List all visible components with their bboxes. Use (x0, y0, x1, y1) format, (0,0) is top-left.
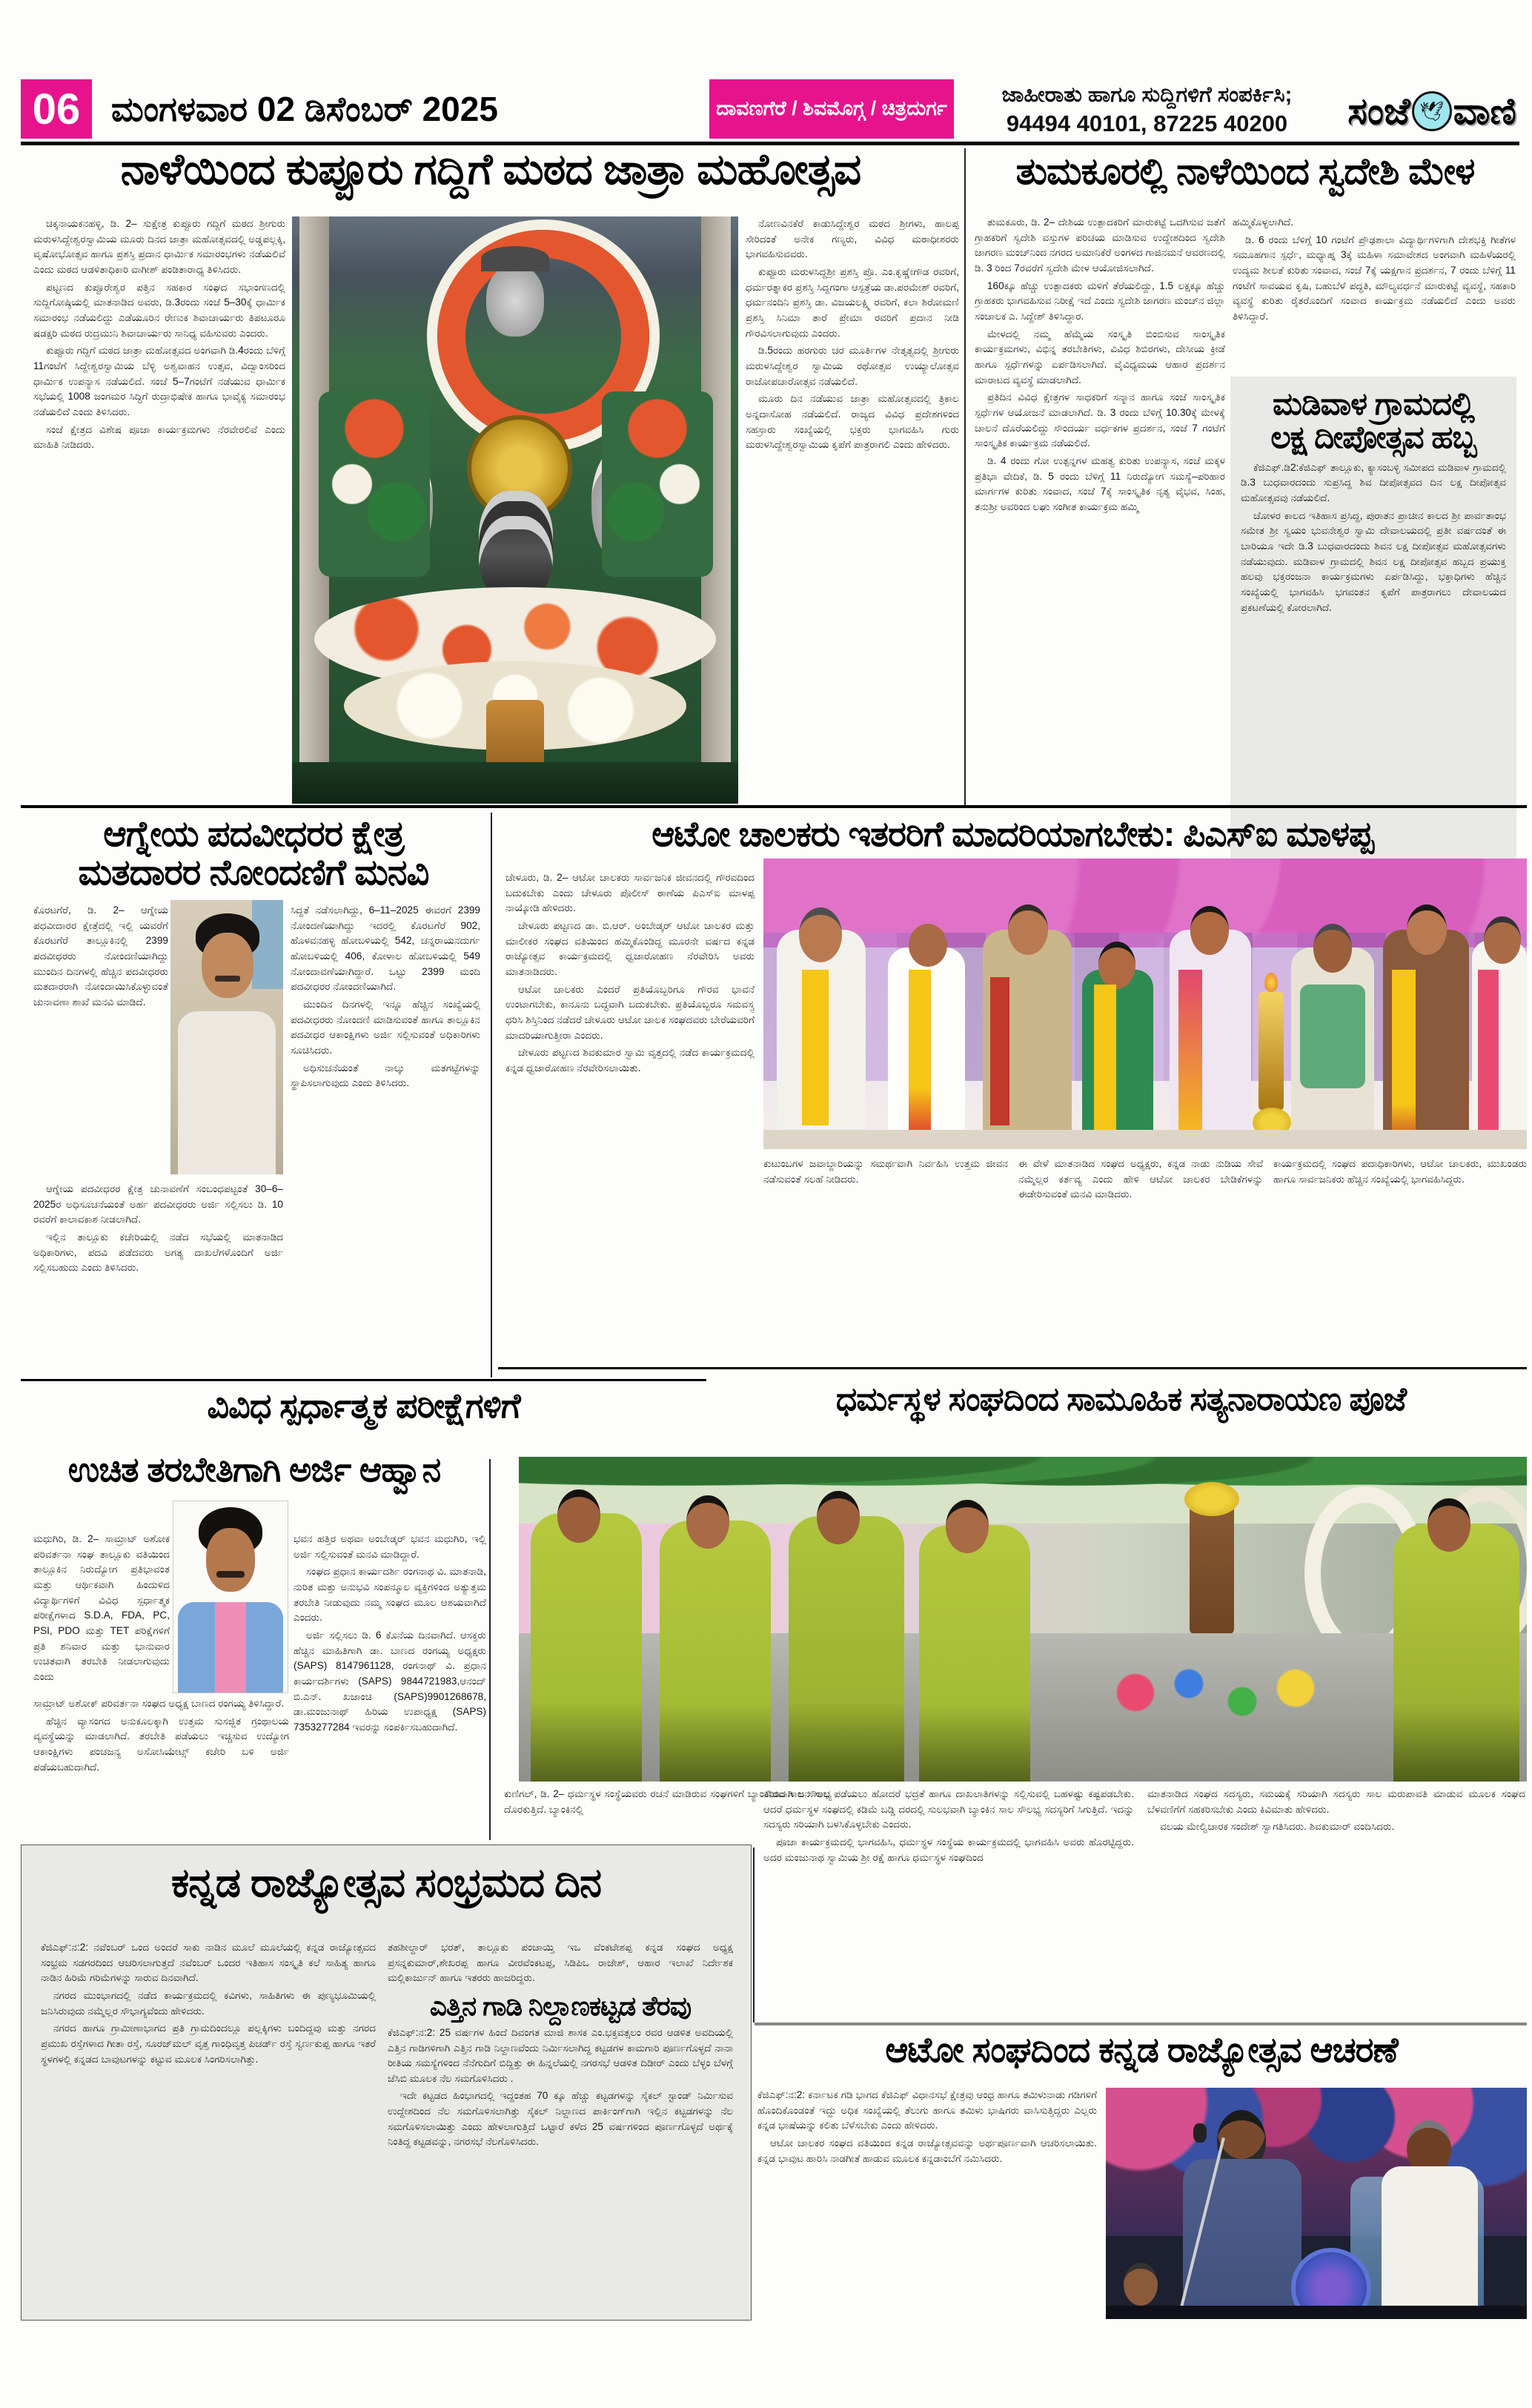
paragraph: ಮಾತನಾಡಿದ ಸಂಘದ ಸದಸ್ಯರು, ಸಮಯಕ್ಕೆ ಸರಿಯಾಗಿ ಸದಸ್ಯರು ಸಾಲ ಮರುಪಾವತಿ ಮಾಡುವ ಮೂಲಕ ಸಂಘದ ಬೆಳವಣಿಗೆಗೆ ಸಹಕರಿಸಬೇಕು ಎಂದು ಕಿವಿಮಾತು ಹೇಳಿದರು. (1147, 1788, 1525, 1815)
paragraph: ಅರ್ಜಿ ಸಲ್ಲಿಸಲು ಡಿ. 6 ಕೊನೆಯ ದಿನವಾಗಿದೆ. ಆಸಕ್ತರು ಹೆಚ್ಚಿನ ಮಾಹಿತಿಗಾಗಿ ಡಾ. ಬಾಣದ ರಂಗಯ್ಯ ಅಧ್ಯಕ್ಷರು (SAPS) 8147961128, ರಂಗನಾಥ್ ವಿ. ಪ್ರಧಾನ ಕಾರ್ಯದರ್ಶಿಗಳು (SAPS) 9844721983,ಆನಂದ್ ಬಿ.ಎನ್. ಖಜಾಂಚಿ (SAPS)9901268678, ಡಾ.ಮಂಜುನಾಥ್ ಹಿರಿಯ ಉಪಾಧ್ಯಕ್ಷ (SAPS) 7353277284 ಇವರನ್ನು ಸಂಪರ್ಕಿಸಬಹುದಾಗಿದೆ. (294, 1629, 486, 1733)
divider-vertical (491, 813, 492, 1377)
microphone (1193, 2123, 1207, 2143)
headline-rajyotsava: ಕನ್ನಡ ರಾಜ್ಯೋತ್ಸವ ಸಂಭ್ರಮದ ದಿನ (170, 1861, 602, 1905)
paragraph: ಕುಣಿಗಲ್, ಡಿ. 2– ಧರ್ಮಸ್ಥಳ ಸಂಸ್ಥೆಯವರು ರಚನೆ ಮಾಡಿರುವ ಸಂಘಗಳಿಗೆ ಬ್ಯಾಂಕಿನಿಂದ ಸಾಲ ಸೌಲಭ್ಯ ದೊರಕುತ್ತಿದೆ. ಬ್ಯಾಂಕಿನಲ್ಲಿ (504, 1788, 832, 1815)
dove-icon: 🕊 (1412, 91, 1452, 131)
audience-head (1124, 2263, 1158, 2306)
auto-rajyotsava-photo (1106, 2088, 1527, 2319)
companion-kurta (1382, 2166, 1478, 2319)
auto-psi-photo (763, 859, 1527, 1149)
rajyotsava-col1 (41, 1940, 376, 2302)
paragraph: ನಗರದ ಹಾಗೂ ಗ್ರಾಮೀಣಾಭಾಗದ ಪ್ರತಿ ಗ್ರಾಮದಿಂದಲ್ಲೂ ಪಲ್ಲಕ್ಕಿಗಳು ಬಂದಿದ್ದವು ಮತ್ತು ನಗರದ ಪ್ರಮುಖ ರಸ್ತೆಗಳಾದ ಗೀತಾ ರಸ್ತೆ, ಸೂರಜ್‌ಮಲ್ ವೃತ್ತ ಗಾಂಧಿವೃತ್ತ ಪಿಚರ್ಡ್ ರಸ್ತೆ ಸ್ವರ್ಣಕುಪ್ಪ ಹಾಗೂ ಇತರೆ ಸ್ಥಳಗಳಲ್ಲಿ ಕನ್ನಡದ ಬಾವುಟಗಳನ್ನು ಕಟ್ಟುವ ಮೂಲಕ ಸಿಂಗರಿಸಲಾಗಿತ್ತು. (41, 2022, 376, 2065)
paragraph: ಕೆಜಿಎಫ್:ನ:2: 25 ವರ್ಷಗಳ ಹಿಂದೆ ದಿವಂಗತ ಮಾಜಿ ಶಾಸಕ ಎಂ.ಭಕ್ತವತ್ಸಲಂ ರವರ ಆಡಳಿತ ಅವದಿಯಲ್ಲಿ ಎತ್ತಿನ ಗಾಡಿಗಳಿಗಾಗಿ ಎತ್ತಿನ ಗಾಡಿ ನಿಲ್ದಾಣವೆಂದು ನಿರ್ಮಿಸಲಾಗಿದ್ದ ಕಟ್ಟಡಗಳ ಕಾಮಗಾರಿ ಪೂರ್ಣಗೊಳ್ಳದೆ ನಾನಾ ರೀತಿಯ ಸಮಸ್ಯೆಗಳಿಂದ ನೆನೆಗುದಿಗೆ ಬಿದ್ದಿತ್ತು ಈ ಹಿನ್ನಲೆಯಲ್ಲಿ ನಗರಸಭೆ ಆಡಳಿತ ದಿಡೀರ್ ಎಂದು ಬೆಳ್ಳಂ ಬೆಳಗ್ಗೆ ಜೆಸಿಬಿ ಮೂಲಕ ನೆಲ ಸಮಗೊಳಿಸಿದರು . (388, 2026, 733, 2084)
photo-base (292, 762, 738, 804)
headline-training-line2: ಉಚಿತ ತರಬೇತಿಗಾಗಿ ಅರ್ಜಿ ಆಹ್ವಾನ (67, 1450, 441, 1489)
contact-block (960, 83, 1334, 139)
divider-vertical (964, 148, 966, 805)
jatra-photo (292, 216, 738, 804)
voters-col1 (33, 903, 168, 1176)
rajyotsava-col2 (388, 1940, 733, 2302)
paragraph: ಪ್ರತಿದಿನ ವಿವಿಧ ಕ್ಷೇತ್ರಗಳ ಸಾಧಕರಿಗೆ ಸನ್ಮಾನ ಹಾಗೂ ಸಂಜೆ ಸಾಂಸ್ಕೃತಿಕ ಸ್ಪರ್ಧೆಗಳ ಆಯೋಜನೆ ಮಾಡಲಾಗಿದೆ. ಡಿ. 3 ರಂದು ಬೆಳಿಗ್ಗೆ 10.30ಕ್ಕೆ ಮೇಳಕ್ಕೆ ಚಾಲನೆ ದೊರೆಯಲಿದ್ದು ಸೌಂದರ್ಯ ವರ್ಧಕಗಳ ಪ್ರದರ್ಶನ, ಸಂಜೆ 7 ಗಂಟೆಗೆ ಸಾಂಸ್ಕೃತಿಕ ಕಾರ್ಯಕ್ರಮ ನಡೆಯಲಿದೆ. (975, 391, 1225, 449)
paragraph: ಚೇಳೂರು ಪಟ್ಟಣದ ಡಾ. ಬಿ.ಆರ್. ಅಂಬೇಡ್ಕರ್ ಆಟೋ ಚಾಲಕರ ಮತ್ತು ಮಾಲೀಕರ ಸಂಘದ ವತಿಯಿಂದ ಹಮ್ಮಿಕೊಂಡಿದ್ದ ಮೂರನೇ ವರ್ಷದ ಕನ್ನಡ ರಾಜ್ಯೋತ್ಸವ ಕಾರ್ಯಕ್ರಮದಲ್ಲಿ ಧ್ವಜಾರೋಹಣ ನೆರವೇರಿಸಿ ಅವರು ಮಾತನಾಡಿದರು. (505, 919, 755, 977)
headline-swadeshi: ತುಮಕೂರಲ್ಲಿ ನಾಳೆಯಿಂದ ಸ್ವದೇಶಿ ಮೇಳ (1015, 150, 1475, 192)
headline-auto-rajyotsava: ಆಟೋ ಸಂಘದಿಂದ ಕನ್ನಡ ರಾಜ್ಯೋತ್ಸವ ಆಚರಣೆ (885, 2030, 1398, 2069)
shirt (178, 1011, 276, 1174)
voters-col3 (291, 903, 480, 1415)
headline-voters (21, 816, 486, 893)
headline-dharmasthala: ಧರ್ಮಸ್ಥಳ ಸಂಘದಿಂದ ಸಾಮೂಹಿಕ ಸತ್ಯನಾರಾಯಣ ಪೂಜೆ (835, 1381, 1407, 1418)
deity-crown-top (481, 246, 549, 271)
paragraph: ಅಧಿಸುಚನೆಯಂತೆ ನಾಲ್ಕು ಮತಗಟ್ಟೆಗಳನ್ನು ಸ್ಥಾಪಿಸಲಾಗುವುದು ಎಂದು ತಿಳಿಸಿದರು. (291, 1062, 480, 1089)
woman-head (946, 1500, 989, 1553)
edition-date: ಮಂಗಳವಾರ 02 ಡಿಸೆಂಬರ್ 2025 (111, 90, 498, 128)
woman-head (557, 1489, 600, 1543)
headline-voters-line2: ಮತದಾರರ ನೋಂದಣಿಗೆ ಮನವಿ (78, 853, 429, 893)
flower-drape-right (602, 391, 713, 577)
auto-psi-below1 (763, 1157, 1008, 1364)
woman-head (1098, 942, 1135, 989)
officer-belt (990, 977, 1009, 1125)
paragraph: ಮುಂದಿನ ದಿನಗಳಲ್ಲಿ ಇನ್ನೂ ಹೆಚ್ಚಿನ ಸಂಖ್ಯೆಯಲ್ಲಿ ಪದವೀಧರರು ನೋಂದಣಿ ಮಾಡಿಸುವಂತೆ ಹಾಗೂ ತಾಲ್ಲೂಕಿನ ಪದವೀಧರ ಆಕಾಂಕ್ಷಿಗಳು ಅರ್ಜಿ ಸಲ್ಲಿಸುವಂತೆ ಅಧಿಕಾರಿಗಳು ಸೂಚಿಸಿದರು. (291, 998, 480, 1056)
woman-green-saree (789, 1516, 904, 1782)
paragraph: 160ಕ್ಕೂ ಹೆಚ್ಚು ಉತ್ಪಾದಕರು ಮಳಿಗೆ ತೆರೆಯಲಿದ್ದು, 1.5 ಲಕ್ಷಕ್ಕೂ ಹೆಚ್ಚು ಗ್ರಾಹಕರು ಭಾಗವಹಿಸುವ ನಿರೀಕ್ಷೆ ಇದೆ ಎಂದು ಸ್ವದೇಶಿ ಜಾಗರಣ ಮಂಚ್‌ನ ಜಿಲ್ಲಾ ಸಂಚಾಲಕ ಎ. ಸಿದ್ದೇಶ್ ತಿಳಿಸಿದ್ದಾರ. (975, 280, 1225, 322)
page-number-badge (21, 79, 92, 139)
paragraph: ಕುಟುಂಬಗಳ ಜವಾಬ್ದಾರಿಯನ್ನು ಸಮರ್ಥವಾಗಿ ನಿರ್ವಹಿಸಿ ಉತ್ತಮ ಜೀವನ ನಡೆಸುವಂತೆ ಸಲಹೆ ನೀಡಿದರು. (763, 1158, 1008, 1185)
brass-lamp (1259, 992, 1284, 1111)
deepotsava-box (1230, 377, 1516, 862)
contact-line2: 94494 40101, 87225 40200 (1006, 110, 1288, 136)
paragraph: ಪಟ್ಟಣದ ಕುಪ್ಪೂರೇಶ್ವರ ಪತ್ತಿನ ಸಹಕಾರ ಸಂಘದ ಸಭಾಂಗಣದಲ್ಲಿ ಸುದ್ದಿಗೋಷ್ಠಿಯಲ್ಲಿ ಮಾತನಾಡಿದ ಅವರು, ಡಿ.3ರಂದು ಸಂಜೆ 5–30ಕ್ಕೆ ಧಾರ್ಮಿಕ ಸಮಾರಂಭ ನಡೆಯಲಿದ್ದು ಎಡೆಯೂರಿನ ರೇಣುಕ ಶಿವಾಚಾರ್ಯರು ತಿಪಟೂರೂ ಷಡಕ್ಷರಿ ಮಠದ ರುದ್ರಮುನಿ ಶಿವಾಚಾರ್ಯರು ಸಾನಿಧ್ಯ ವಹಿಸುವರು ಎಂದರು. (33, 281, 285, 339)
training-col1 (33, 1532, 170, 1692)
speaker-coat (1183, 2159, 1301, 2319)
kalasha-pillar (1190, 1501, 1234, 1635)
linga (479, 491, 553, 602)
paragraph: ನೇರವಾಗಿ ಜನ ಸಾಲ ಪಡೆಯಲು ಹೋದರೆ ಭದ್ರತೆ ಹಾಗೂ ದಾಖಲಾತಿಗಳನ್ನು ಸಲ್ಲಿಸುವಲ್ಲಿ ಬಹಳಷ್ಟು ಕಷ್ಟಪಡಬೇಕು. ಆದರೆ ಧರ್ಮಸ್ಥಳ ಸಂಘದಲ್ಲಿ ಕಡಿಮೆ ಬಡ್ಡಿ ದರದಲ್ಲಿ ಸುಲಭವಾಗಿ ಬ್ಯಾಂಕಿನ ಸಾಲ ಸೌಲಭ್ಯ ಸದಸ್ಯರಿಗೆ ಸಿಗುತ್ತಿದೆ. ಇದನ್ನು ಸದಸ್ಯರು ಸರಿಯಾಗಿ ಬಳಸಿಕೊಳ್ಳಬೇಕು ಎಂದರು. (763, 1788, 1134, 1830)
paragraph: ಚೇಳೂರು ಪಟ್ಟಣದ ಶಿವಕುಮಾರ ಸ್ವಾಮಿ ವೃತ್ತದಲ್ಲಿ ನಡೆದ ಕಾರ್ಯಕ್ರಮದಲ್ಲಿ ಕನ್ನಡ ಧ್ವಜಾರೋಹಣ ನೆರವೇರಿಸಲಾಯಿತು. (505, 1047, 755, 1074)
lamp-flame (1264, 973, 1278, 992)
paragraph: ಮಧುಗಿರಿ, ಡಿ. 2– ಸಾಮ್ರಾಟ್ ಅಶೋಕ ಪರಿವರ್ತನಾ ಸಂಘ ತಾಲ್ಲೂಕು ವತಿಯಿಂದ ತಾಲ್ಲೂಕಿನ ನಿರುದ್ಯೋಗ ಪ್ರತಿಭಾವಂತ ಮತ್ತು ಆರ್ಥಿಕವಾಗಿ ಹಿಂದುಳಿದ ವಿದ್ಯಾರ್ಥಿಗಳಿಗೆ ವಿವಿಧ ಸ್ಪರ್ಧಾತ್ಮಕ ಪರೀಕ್ಷೆಗಳಾದ S.D.A, FDA, PC, PSI, PDO ಮತ್ತು TET ಪರಿಕ್ಷೆಗಳಿಗೆ ಪ್ರತಿ ಶನಿವಾರ ಮತ್ತು ಭಾನುವಾರ ಉಚಿತವಾಗಿ ತರಬೇತಿ ನೀಡಲಾಗುವುದು ಎಂದು (33, 1533, 170, 1682)
woman-green-saree (531, 1513, 642, 1782)
dharmasthala-col3 (1147, 1787, 1525, 2017)
voters-photo (170, 900, 283, 1174)
paragraph: ಸಿದ್ದತೆ ನಡೆಸಲಾಗಿದ್ದು, 6–11–2025 ಈವರಗೆ 2399 ನೋಂದಣೆಯಾಗಿದ್ದು ಇದರಲ್ಲಿ ಕೊರಟಗೆರೆ 902, ಹೊಳವನಹಳ್ಳಿ ಹೋಬಳಿಯಲ್ಲಿ 542, ಚನ್ನರಾಯನದುರ್ಗ ಹೋಬಳಿಯಲ್ಲಿ 406, ಕೋಳಾಲ ಹೋಬಳಿಯಲ್ಲಿ 549 ನೋಂದಾವಣೆಯಾಗಿದ್ದಾರೆ. ಒಟ್ಟು 2399 ಮಂದಿ ಪದವೀಧರರ ನೋಂದಣಿಯಾಗಿದೆ. (291, 904, 480, 993)
woman-green (1082, 970, 1153, 1149)
moustache (215, 976, 240, 982)
rule-under-voters (21, 1379, 706, 1381)
masthead-left: ಸಂಜೆ (1347, 90, 1410, 132)
paragraph: ಡಿ.5ರಂದು ಹರಗುರು ಚರ ಮೂರ್ತಿಗಳ ನೇತೃತ್ವದಲ್ಲಿ ಶ್ರೀಗುರು ಮರುಳಸಿದ್ದೇಶ್ವರ ಸ್ವಾಮಿಯ ರಥೋತ್ಸವ ಉಯ್ಯಾಲೋತ್ಸವ ರಾಜೋಪಚಾರೋತ್ಸವ ನಡೆಯಲಿದೆ. (746, 345, 959, 387)
paragraph: ಮೇಳದಲ್ಲಿ ನಮ್ಮ ಹೆಮ್ಮೆಯ ಸಂಸ್ಕೃತಿ ಬಿಂಬಿಸುವ ಸಾಂಸ್ಕೃತಿಕ ಕಾರ್ಯಕ್ರಮಗಳು, ವಿಭಿನ್ನ ತರಬೇತಿಗಳು, ವಿವಿಧ ಶಿಬಿರಗಳು, ದೇಸೀಯ ಕ್ರೀಡೆ ಹಾಗೂ ಸ್ಪರ್ಧೆಗಳನ್ನು ಏರ್ಪಡಿಸಲಾಗಿದೆ. ವೈವಿಧ್ಯಮಯ ಆಹಾರ ಪ್ರದರ್ಶನ ಮಾರಾಟದ ವ್ಯವಸ್ಥೆ ಮಾಡಲಾಗಿದೆ. (975, 328, 1225, 386)
section-rule (21, 805, 1527, 808)
rajyotsava-box (21, 1845, 752, 2321)
training-photo (173, 1501, 288, 1693)
face (206, 1528, 255, 1592)
paragraph: ಭವನ ಹತ್ತಿರ ಅಥವಾ ಅಂಬೇಡ್ಕರ್ ಭವನ ಮಧುಗಿರಿ, ಇಲ್ಲಿ ಅರ್ಜಿ ಸಲ್ಲಿಸುವಂತೆ ಮನವಿ ಮಾಡಿದ್ದಾರೆ. (294, 1533, 486, 1560)
woman-green-saree (919, 1525, 1030, 1782)
woman-head (817, 1491, 860, 1544)
paragraph: ಕುಪ್ಪೂರು ಗದ್ದಿಗೆ ಮಠದ ಜಾತ್ರಾ ಮಹೋತ್ಸವದ ಅಂಗವಾಗಿ ಡಿ.4ರಂದು ಬೆಳಿಗ್ಗೆ 11ಗಂಟೆಗೆ ಸಿದ್ದೇಶ್ವರಸ್ವಾಮಿಯ ಬೆಳ್ಳಿ ಅಶ್ವವಾಹನ ಉತ್ಸವ, ವಿದ್ವಾಂಸರಿಂದ ಧಾರ್ಮಿಕ ಉಪನ್ಯಾಸ ನಡೆಯಲಿದೆ. ಸಂಜೆ 5–7ಗಂಟೆಗೆ ನಡೆಯುವ ಧಾರ್ಮಿಕ ಸಭೆಯಲ್ಲಿ 1008 ಜಂಗಮರ ಸಿದ್ಧಿಗೆ ರುದ್ರಾಭಿಷೇಕ ಹಾಗೂ ಭಾವೈಕ್ಯ ಸಮಾರಂಭ ನಡೆಯಲಿದೆ ಎಂದು ತಿಳಿಸಿದರು. (33, 345, 285, 417)
paragraph: ಕೆಜಿಎಫ್:ನ:2: ಕರ್ನಾಟಕ ಗಡಿ ಭಾಗದ ಕೆಜಿಎಫ್ ವಿಧಾನಸಭೆ ಕ್ಷೇತ್ರವು ಆಂಧ್ರ ಹಾಗೂ ತಮಿಳುನಾಡು ಗಡಿಗಳಿಗೆ ಹೊಂದಿಕೊಂಡಂತೆ ಇದ್ದು ಅಧಿಕ ಸಂಖ್ಯೆಯಲ್ಲಿ ತೆಲುಗು ಹಾಗೂ ತಮಿಳು ಭಾಷಿಗರು ವಾಸಿಸುತ್ತಿದ್ದರು ಎಲ್ಲರು ಕನ್ನಡ ಭಾಷೆಯನ್ನು ಕಲಿತು ಬೆಳೆಸಬೇಕು ಎಂದು ಹೇಳಿದರು. (757, 2089, 1097, 2131)
paragraph: ಡಿ. 4 ರಂದು ಗೋ ಉತ್ಪನ್ನಗಳ ಮಹತ್ವ ಕುರಿತು ಉಪನ್ಯಾಸ, ಸಂಜೆ ಮಕ್ಕಳ ಪ್ರತಿಭಾ ವೇದಿಕೆ, ಡಿ. 5 ರಂದು ಬೆಳಿಗ್ಗೆ 11 ನಿರುದ್ಯೋಗ ಸಮಸ್ಯೆ–ಪರಿಹಾರ ಮಾರ್ಗಗಳ ಕುರಿತು ಸಂವಾದ, ಸಂಜೆ 7ಕ್ಕೆ ಸಾಂಸ್ಕೃತಿಕ ನೃತ್ಯ ವೈಭವ, ಸಿಂಹ, ತನುಶ್ರೀ ಅವರಿಂದ ಲಘು ಸಂಗೀತ ಕಾರ್ಯಕ್ರಮ ಹಮ್ಮಿ (975, 454, 1225, 512)
paragraph: ಸಂಜೆ ಕ್ಷೇತ್ರದ ವಿಶೇಷ ಪೂಜಾ ಕಾರ್ಯಕ್ರಮಗಳು ನೆರವೇರಲಿವೆ ಎಂದು ಮಾಹಿತಿ ನೀಡಿದರು. (33, 423, 285, 451)
paragraph: ಇಲ್ಲಿನ ತಾಲ್ಲೂಕು ಕಚೇರಿಯಲ್ಲಿ ನಡೆದ ಸಭೆಯಲ್ಲಿ ಮಾತನಾಡಿದ ಅಧಿಕಾರಿಗಳು, ಪದವಿ ಪಡೆದವರು ಅಗತ್ಯ ದಾಖಲೆಗಳೊಂದಿಗೆ ಅರ್ಜಿ ಸಲ್ಲಿಸಬಹುದು ಎಂದು ತಿಳಿಸಿದರು. (33, 1231, 283, 1274)
woman-green-saree (1393, 1524, 1519, 1782)
woman-head (1190, 906, 1229, 955)
paragraph: ನಗರದ ಮುಂಭಾಗದಲ್ಲಿ ನಡೆದ ಕಾರ್ಯಕ್ರಮದಲ್ಲಿ ಕವಿಗಳು, ಸಾಹಿತಿಗಳು ಈ ಪುಣ್ಯಭೂಮಿಯಲ್ಲಿ ಜನಿಸಿರುವುದು ನಮ್ಮೆಲ್ಲರ ಸೌಭಾಗ್ಯವೆಂದು ಹೇಳಿದರು. (41, 1989, 376, 2017)
paragraph: ಸಂಘದ ಪ್ರಧಾನ ಕಾರ್ಯದರ್ಶಿ ರಂಗನಾಥ ವಿ. ಮಾತನಾಡಿ, ನುರಿತ ಮತ್ತು ಅನುಭವಿ ಸಂಪನ್ಮೂಲ ವ್ಯಕ್ತಿಗಳಿಂದ ಅತ್ಯುತ್ತಮ ತರಬೇತಿ ನೀಡುವುದು ನಮ್ಮ ಸಂಘದ ಮೂಲ ಆಶಯವಾಗಿದೆ ಎಂದರು. (294, 1566, 486, 1624)
paragraph: ಇದೇ ಕಟ್ಟಡದ ಹಿಂಭಾಗದಲ್ಲಿ ಇದ್ದಂತಹ 70 ಕ್ಕೂ ಹೆಚ್ಚು ಕಟ್ಟಡಗಳನ್ನು ಸೈಕಲ್ ಸ್ಟಾಂಡ್ ನಿರ್ಮಿಸುವ ಉದ್ದೇಶದಿಂದ ನೆಲ ಸಮಗೊಳಿಸಲಾಗಿತ್ತು ಸೈಕಲ್ ನಿಲ್ದಾಣದ ಪಾರ್ಕಿಂಗ್‌ಗಾಗಿ ಇಲ್ಲಿನ ಕಟ್ಟಡಗಳನ್ನು ನೆಲ ಸಮಗೊಳಿಸಲಾಯಿತ್ತು ಎಂದು ಹೇಳಲಾಗುತ್ತಿದೆ ಒಟ್ಟಾರೆ ಕಳೆದ 25 ವರ್ಷಗಳಿಂದ ಪೂರ್ಣಗೊಳ್ಳದೆ ಅರ್ಥಕ್ಕೆ ನಿಂತಿದ್ದ ಕಟ್ಟಡವನ್ನು, ನಗರಸಭೆ ನೆಲಗೊಳಿಸಿದರು. (388, 2090, 733, 2148)
woman-head (686, 1495, 729, 1549)
green-saree (1300, 985, 1365, 1088)
subheadline-cart-stand: ಎತ್ತಿನ ಗಾಡಿ ನಿಲ್ದಾಣಕಟ್ಟಡ ತೆರವು (429, 1990, 692, 2021)
paragraph: ಚಿಕ್ಕನಾಯಕನಹಳ್ಳಿ, ಡಿ. 2– ಸುಕ್ಷೇತ್ರ ಕುಪ್ಪೂರು ಗದ್ದಿಗೆ ಮಠದ ಶ್ರೀಗುರು ಮರುಳಸಿದ್ದೇಶ್ವರಸ್ವಾಮಿಯ ಮೂರು ದಿನದ ಜಾತ್ರಾ ಮಹೋತ್ಸವದಲ್ಲಿ ಅಡ್ಡಪಲ್ಲಕ್ಕಿ, ವೃಷೋಭೋತ್ಸವ ಹಾಗೂ ಪ್ರಶಸ್ತಿ ಪ್ರದಾನ ಧಾರ್ಮಿಕ ಸಮಾರಂಭಗಳು ನಡೆಯಲಿವೆ ಎಂದು ಮಠದ ಆಡಳಿತಾಧಿಕಾರಿ ವಾಗೀಶ್ ಪಂಡಿತಾರಾಧ್ಯ ತಿಳಿಸಿದರು. (33, 218, 285, 275)
stage-floor (1106, 2306, 1527, 2319)
paragraph: ಕೆಜಿಎಫ್.ಡಿ2:ಕೆಜಿಎಫ್ ತಾಲ್ಲೂಕು, ಕ್ಯಾಸಂಬಳ್ಳಿ ಸಮೀಪದ ಮಡಿವಾಳ ಗ್ರಾಮದಲ್ಲಿ ಡಿ.3 ಬುಧವಾರದಂದು ಸುಪ್ರಸಿದ್ದ ಶಿವ ದೀಪೋತ್ಸವದ ದಿನ ಲಕ್ಷ ದೀಪೋತ್ಸವ ಮಹೋತ್ಸವವು ನಡೆಯಲಿದೆ. (1241, 461, 1506, 504)
officer-head (1008, 904, 1048, 955)
rule-under-auto-psi (498, 1367, 1527, 1369)
auto-psi-below2 (1018, 1157, 1263, 1364)
paragraph: ಪೂಜಾ ಕಾರ್ಯಕ್ರಮದಲ್ಲಿ ಭಾಗವಹಿಸಿ, ಧರ್ಮಸ್ಥಳ ಸಂಸ್ಥೆಯ ಕಾರ್ಯಕ್ರಮದಲ್ಲಿ ಭಾಗವಹಿಸಿ ಅವರು ಹೊರಟ್ಟಿದ್ದರು. ಅದರ ಮಂಜುನಾಥ ಸ್ವಾಮಿಯ ಶ್ರೀ ರಕ್ಷೆ ಹಾಗೂ ಧರ್ಮಸ್ಥಳ ಸಂಘದಿಂದ (763, 1836, 1134, 1863)
headline-deepotsava-1: ಮಡಿವಾಳ ಗ್ರಾಮದಲ್ಲಿ (1273, 386, 1474, 421)
rule-under-dharmasthala (755, 2022, 1527, 2025)
woman-green-saree (660, 1521, 771, 1782)
paragraph: ಡಿ. 6 ರಂದು ಬೆಳಿಗ್ಗೆ 10 ಗಂಟೆಗೆ ಪ್ರೌಢಶಾಲಾ ವಿದ್ಯಾರ್ಥಿಗಳಿಗಾಗಿ ದೇಶಭಕ್ತಿ ಗೀತೆಗಳ ಸಮೂಹಗಾನ ಸ್ಪರ್ಧೆ, ಮಧ್ಯಾಹ್ನ 3ಕ್ಕೆ ಮಹಿಳಾ ಸಮಾವೇಶದ ಅಂಗವಾಗಿ ಮಹಿಳೆಯರಲ್ಲಿ ಉದ್ಯಮ ಶೀಲತೆ ಕುರಿತು ಸಂವಾದ, ಸಂಜೆ 7ಕ್ಕೆ ಯಕ್ಷಗಾನ ಪ್ರದರ್ಶನ, 7 ರಂದು ಬೆಳಿಗ್ಗೆ 11 ಗಂಟೆಗೆ ಸಾವಯವ ಕೃಷಿ, ಬಹುಬೆಳೆ ಪದ್ಧತಿ, ಮೌಲ್ಯವರ್ಧನೆ ಮಾರುಕಟ್ಟೆ ವ್ಯವಸ್ಥೆ, ಸಹಕಾರಿ ವ್ಯವಸ್ಥೆ ಕುರಿತು ರೈತರೊಂದಿಗೆ ಸಂವಾದ ಕಾರ್ಯಕ್ರಮ ನಡೆಯಲಿದೆ ಎಂದು ಅವರು ತಿಳಿಸಿದ್ದಾರೆ. (1233, 234, 1516, 322)
headline-auto-psi: ಆಟೋ ಚಾಲಕರು ಇತರರಿಗೆ ಮಾದರಿಯಾಗಬೇಕು: ಪಿಎಸ್ಐ ಮಾಳಪ್ಪ (651, 814, 1373, 853)
moustache (216, 1571, 245, 1578)
dharmasthala-photo (519, 1457, 1527, 1782)
swadeshi-col2 (1233, 215, 1516, 372)
deity-face-top (486, 265, 544, 337)
contact-line1: ಜಾಹೀರಾತು ಹಾಗೂ ಸುದ್ದಿಗಳಿಗೆ ಸಂಪರ್ಕಿಸಿ; (1001, 83, 1293, 107)
jatra-col3 (746, 216, 959, 804)
paragraph: ಈ ವೇಳೆ ಮಾತನಾಡಿದ ಸಂಘದ ಅಧ್ಯಕ್ಷರು, ಕನ್ನಡ ನಾಡು ನುಡಿಯ ಸೇವೆ ನಮ್ಮೆಲ್ಲರ ಕರ್ತವ್ಯ ಎಂದು ಹೇಳಿ ಆಟೋ ಚಾಲಕರ ಬೇಡಿಕೆಗಳನ್ನು ಈಡೇರಿಸುವಂತೆ ಮನವಿ ಮಾಡಿದರು. (1018, 1158, 1263, 1200)
training-merged (33, 1696, 289, 1840)
person-head (909, 924, 947, 967)
kalasha-flowers (1184, 1482, 1239, 1516)
paragraph: ಆಟೋ ಚಾಲಕರು ಎಂದರೆ ಪ್ರತಿಯೊಬ್ಬರಿಗೂ ಗೌರವ ಭಾವನೆ ಉಂಟಾಗಬೇಕು, ಕಾನೂನು ಬದ್ಧವಾಗಿ ಬದುಕಬೇಕು. ಪ್ರತಿಯೊಬ್ಬರೂ ಸಮವಸ್ತ್ರ ಧರಿಸಿ ಶಿಸ್ತಿನಿಂದ ನಡೆದರೆ ಚೇಳೂರು ಆಟೋ ಚಾಲಕ ಸಂಘದವರು ಬೇರೆಯವರಿಗೆ ಮಾದರಿಯಾಗುತ್ತೀರಾ ಎಂದರು. (505, 983, 755, 1041)
dharmasthala-col2 (763, 1787, 1134, 2017)
shawl (1478, 970, 1499, 1149)
masthead-right: ವಾಣಿ (1453, 90, 1516, 132)
paragraph: ನೋಣವಿನಕೆರೆ ಕಾಡುಸಿದ್ದೇಶ್ವರ ಮಠದ ಶ್ರೀಗಳು, ಹಾಲಪ್ಪ ಸೇರಿದಂತೆ ಅನೇಕ ಗಣ್ಯರು, ವಿವಿಧ ಮಠಾಧೀಶರರು ಭಾಗವಹಿಸುವವರು. (746, 218, 959, 260)
pink-shirt (215, 1602, 246, 1693)
masthead (1343, 82, 1521, 141)
shawl (802, 970, 829, 1125)
auto-psi-below3 (1273, 1157, 1527, 1364)
floor (763, 1130, 1527, 1149)
person-head (799, 907, 842, 962)
headline-jatra: ನಾಳೆಯಿಂದ ಕುಪ್ಪೂರು ಗದ್ದಿಗೆ ಮಠದ ಜಾತ್ರಾ ಮಹೋತ್ಸವ (120, 145, 861, 194)
paragraph: ವಲಯ ಮೇಲ್ವಿಚಾರಕ ಸಂದೇಶ್ ಸ್ವಾಗತಿಸಿದರು. ಶಿವಕುಮಾರ್ ವಂದಿಸಿದರು. (1160, 1821, 1395, 1833)
edition-region-badge (709, 79, 954, 139)
headline-voters-line1: ಆಗ್ನೇಯ ಪದವೀಧರರ ಕ್ಷೇತ್ರ (103, 815, 404, 854)
paragraph: ಆಗ್ನೇಯ ಪದವೀಧರರ ಕ್ಷೇತ್ರ ಚುನಾವಣೆಗೆ ಸಂಬಂಧಪಟ್ಟಂತೆ 30–6–2025ರ ಅಧಿಸೂಚನೆಯಂತೆ ಅರ್ಹ ಪದವೀಧರರು ಅರ್ಜಿ ಸಲ್ಲಿಸಲು ಡಿ. 10 ರವರೆಗೆ ಕಾಲಾವಕಾಶ ನೀಡಲಾಗಿದೆ. (33, 1183, 283, 1226)
shawl (1178, 970, 1202, 1149)
page-number: 06 (32, 85, 81, 133)
paragraph: ತುಮಕೂರು, ಡಿ. 2– ದೇಶಿಯ ಉತ್ಪಾದಕರಿಗೆ ಮಾರುಕಟ್ಟೆ ಒದಗಿಸುವ ಜತೆಗೆ ಗ್ರಾಹಕರಿಗೆ ಸ್ವದೇಶಿ ವಸ್ತುಗಳ ಪರಿಚಯ ಮಾಡಿಸುವ ಉದ್ದೇಶದಿಂದ ಸ್ವದೇಶಿ ಜಾಗರಣ ಮಂಚ್‌ನಿಂದ ನಗರದ ಅಮಾನಿಕೆರೆ ಅಂಗಳದ ಗಾಜಿನಮನೆ ಆವರಣದಲ್ಲಿ ಡಿ. 3 ರಿಂದ 7ರವರೆಗೆ ಸ್ವದೇಶಿ ಮೇಳ ಆಯೋಜಿಸಲಾಗಿದೆ. (975, 216, 1225, 274)
shawl (1392, 970, 1416, 1149)
divider-vertical (489, 1459, 491, 1840)
shawl (909, 970, 931, 1140)
paragraph: ಕಾರ್ಯಕ್ರಮದಲ್ಲಿ ಸಂಘದ ಪದಾಧಿಕಾರಿಗಳು, ಆಟೋ ಚಾಲಕರು, ಮುಖಂಡರು ಹಾಗೂ ಸಾರ್ವಜನಿಕರು ಹೆಚ್ಚಿನ ಸಂಖ್ಯೆಯಲ್ಲಿ ಭಾಗವಹಿಸಿದ್ದರು. (1273, 1158, 1527, 1185)
paragraph: ಹಮ್ಮಿಕೊಳ್ಳಲಾಗಿದೆ. (1233, 216, 1293, 228)
paragraph: ಮೂರು ದಿನ ನಡೆಯುವ ಜಾತ್ರಾ ಮಹೋತ್ಸವದಲ್ಲಿ ತ್ರಿಕಾಲ ಅನ್ನದಾಸೋಹ ನಡೆಯಲಿದೆ. ರಾಜ್ಯದ ವಿವಿಧ ಪ್ರದೇಶಗಳಿಂದ ಸಹಸ್ರಾರು ಸಂಖ್ಯೆಯಲ್ಲಿ ಭಕ್ತರು ಭಾಗವಹಿಸಿ ಗುರು ಮರುಳಸಿದ್ದೇಶ್ವರಸ್ವಾಮಿಯ ಕೃಪೆಗೆ ಪಾತ್ರರಾಗಲಿ ಎಂದು ಹೇಳಿದರು. (746, 393, 959, 451)
paragraph: ಆಟೋ ಚಾಲಕರ ಸಂಘದ ವತಿಯಿಂದ ಕನ್ನಡ ರಾಜ್ಯೋತ್ಸವವನ್ನು ಅರ್ಥಪೂರ್ಣವಾಗಿ ಆಚರಿಸಲಾಯಿತು. ಕನ್ನಡ ಭಾವುಟ ಹಾರಿಸಿ ನಾಡಗೀತೆ ಹಾಡುವ ಮೂಲಕ ಕನ್ನಡಾಂಬೆಗೆ ನಮಿಸಿದರು. (757, 2137, 1097, 2164)
shawl (1094, 985, 1116, 1149)
divider-vertical (753, 1848, 755, 2022)
swadeshi-col1 (975, 215, 1225, 861)
rangoli (1082, 1648, 1349, 1737)
paragraph: ಕೊರಟಗೆರೆ, ಡಿ. 2– ಆಗ್ನೇಯ ಪಧವೀದಾರರ ಕ್ಷೇತ್ರೆದಲ್ಲಿ ಇಲ್ಲಿ ಯವರೆಗೆ ಕೊರಟಗೆರೆ ತಾಲ್ಲೂಕಿನಲ್ಲಿ 2399 ಪದವೀಧರರು ನೋಂದಣಿಯಾಗಿದ್ದು ಮುಂದಿನ ದಿನಗಳಲ್ಲಿ ಹೆಚ್ಚಿನ ಪದವೀಧರರು ಮತದಾರರಾಗಿ ನೋಂದಾಯಿಸಿಕೊಳ್ಳುವಂತೆ ಚುನಾವಣಾ ಶಾಖೆ ಮನವಿ ಮಾಡಿದೆ. (33, 904, 168, 1008)
auto-psi-col1 (505, 870, 755, 1364)
face (202, 933, 253, 998)
edition-region: ದಾವಣಗೆರೆ / ಶಿವಮೊಗ್ಗ / ಚಿತ್ರದುರ್ಗ (716, 97, 947, 119)
auto-rajyotsava-col1 (757, 2088, 1097, 2321)
woman-head (1427, 1498, 1470, 1552)
headline-training-line1: ವಿವಿಧ ಸ್ಪರ್ಧಾತ್ಮಕ ಪರೀಕ್ಷೆಗಳಿಗೆ (207, 1386, 520, 1425)
training-col3 (294, 1532, 486, 1840)
deepotsava-body (1241, 460, 1506, 853)
paragraph: ಹೆಚ್ಚಿನ ವ್ಯಾಸಂಗದ ಅನುಕೂಲಕ್ಕಾಗಿ ಉತ್ತಮ ಸುಸಜ್ಜಿತ ಗ್ರಂಥಾಲಯ ವ್ಯವಸ್ಥೆಯನ್ನು ಮಾಡಲಾಗಿದೆ. ತರಬೇತಿ ಪಡೆಯಲು ಇಚ್ಚಿಸುವ ಉದ್ಯೋಗ ಆಕಾಂಕ್ಷಿಗಳು ಪಂಚಜನ್ಯ ಅಸೋಸಿಯೇಟ್ಸ್ ಕಚೇರಿ ಬಳಿ ಅರ್ಜಿ ಪಡೆಯಬಹುದಾಗಿದೆ. (33, 1715, 289, 1773)
person-head (1407, 904, 1447, 955)
paragraph: ಸಾಮ್ರಾಟ್ ಅಶೋಕ್ ಪರಿವರ್ತನಾ ಸಂಘದ ಅಧ್ಯಕ್ಷ ಬಾಣದ ರಂಗಯ್ಯ ತಿಳಿಸಿದ್ದಾರೆ. (33, 1698, 285, 1709)
paragraph: ಕೆಜಿಎಫ್:ನ:2: ನವೆಂಬರ್ ಒಂದ ಅಂದರೆ ಸಾಕು ನಾಡಿನ ಮೂಲೆ ಮೂಲೆಯಲ್ಲಿ ಕನ್ನಡ ರಾಜ್ಯೋತ್ಸವದ ಸಂಭ್ರಮ ಸಡಗರದಿಂದ ಆಚರಿಸಲಾಗುತ್ತದೆ ನವೆಂಬರ್ ಒಂದರ ಇತಿಹಾಸ ಸಂಸ್ಕೃತಿ ಕಲೆ ಸಾಹಿತ್ಯ ಹಾಗೂ ನಾಡಿನ ಹಿರಿಮೆ ಗರಿಮೆಗಳನ್ನು ಸಾರುವ ದಿನವಾಗಿದೆ. (41, 1942, 376, 1984)
jatra-col1 (33, 216, 285, 804)
headline-deepotsava-2: ಲಕ್ಷ ದೀಪೋತ್ಸವ ಹಬ್ಬ (1270, 420, 1476, 455)
paragraph: ಚೋಳರ ಕಾಲದ ಇತಿಹಾಸ ಪ್ರಸಿದ್ದ, ಪುರಾತನ ಪ್ರಾಚೀನ ಕಾಲದ ಶ್ರೀ ಪಾರ್ವತಾಂಭ ಸಮೇತ ಶ್ರೀ ಸ್ವಯಂ ಭುವನೇಶ್ವರ ಸ್ವಾಮಿ ದೇವಾಲಯದಲ್ಲಿ ಪ್ರತೀ ವರ್ಷದಂತೆ ಈ ಬಾರಿಯೂ ಇದೇ ಡಿ.3 ಬುಧವಾರದಂದು ಶಿವನ ಲಕ್ಷ ದೀಪೋತ್ಸವ ಮಹೋತ್ಸವಗಳು ನಡೆಯುವುದು. ಮಡಿವಾಳ ಗ್ರಾಮದಲ್ಲಿ ಶಿವನ ಲಕ್ಷ ದೀಪೋತ್ಸವ ಹಬ್ಬದ ಪ್ರಯುಕ್ತ ಹಲವು ಭಕ್ತರಂಜನಾ ಕಾರ್ಯಕ್ರಮಗಳು ಏರ್ಪಡಿಸಿದ್ದು, ಭಕ್ತಾಧಿಗಳು ಹೆಚ್ಚಿನ ಸಂಖ್ಯೆಯಲ್ಲಿ ಭಾಗವಹಿಸಿ ಭಗವಂತನ ಕೃಪೆಗೆ ಪಾತ್ರರಾಗಲು ದೇವಾಲಯದ ಪ್ರಕಟಣೆಯಲ್ಲಿ ಕೋರಲಾಗಿದೆ. (1241, 509, 1506, 613)
paragraph: ಚೇಳೂರು, ಡಿ. 2– ಆಟೋ ಚಾಲಕರು ಸಾರ್ವಜನಿಕ ಜೀವನದಲ್ಲಿ ಗೌರವದಿಂದ ಬದುಕಬೇಕು ಎಂದು ಚೇಳೂರು ಪೊಲೀಸ್ ಠಾಣೆಯ ಪಿಎಸ್ಐ ಮಾಳಪ್ಪ ನಾಯ್ಕೋಡಿ ಹೇಳಿದರು. (505, 872, 755, 914)
flower-drape-left (319, 391, 430, 577)
paragraph: ತಹಶೀಲ್ದಾರ್ ಭರತ್, ತಾಲ್ಲೂಕು ಪಂಚಾಯ್ತಿ ಇಒ ವೆಂಕಟೇಶಪ್ಪ ಕನ್ನಡ ಸಂಘದ ಅಧ್ಯಕ್ಷ ಪ್ರಸನ್ನಕುಮಾರ್,ಶೇಖರಪ್ಪ ಹಾಗೂ ವೀರವೆಂಕಟಪ್ಪ, ಸಿಡಿಪಿಒ ರಾಜೇಶ್, ಆಹಾರ ಇಲಾಖೆ ನಿರ್ದೇಶಕ ಮಲ್ಲಿಕಾರ್ಜುನ್ ಹಾಗೂ ಇತರರು ಹಾಜರಿದ್ದರು. (388, 1942, 733, 1984)
person-head (1484, 916, 1521, 964)
person-head (1313, 924, 1352, 973)
paragraph: ಕುಪ್ಪೂರು ಮರುಳಸಿದ್ದಶ್ರೀ ಪ್ರಶಸ್ತಿ ಪ್ರೊ. ಎಂ.ಕೃಷ್ಣೇಗೌಡ ರವರಿಗೆ, ಧರ್ಮರತ್ನಾಕರ ಪ್ರಶಸ್ತಿ ಸಿದ್ದಗಂಗಾ ಆಸ್ಪತ್ರೆಯ ಡಾ.ಪರಮೇಶ್ ರವರಿಗೆ, ಧರ್ಮನಂದಿನಿ ಪ್ರಶಸ್ತಿ ಡಾ. ವಿಜಯಲಕ್ಷ್ಮಿ ರವರಿಗೆ, ಕಲಾ ಶಿರೋಮಣಿ ಪ್ರಶಸ್ತಿ ಸಿನಿಮಾ ತಾರೆ ಪ್ರೇಮಾ ರವರಿಗೆ ಪ್ರದಾನ ನೀಡಿ ಗೌರವಿಸಲಾಗುವುದು ಎಂದರು. (746, 265, 959, 339)
